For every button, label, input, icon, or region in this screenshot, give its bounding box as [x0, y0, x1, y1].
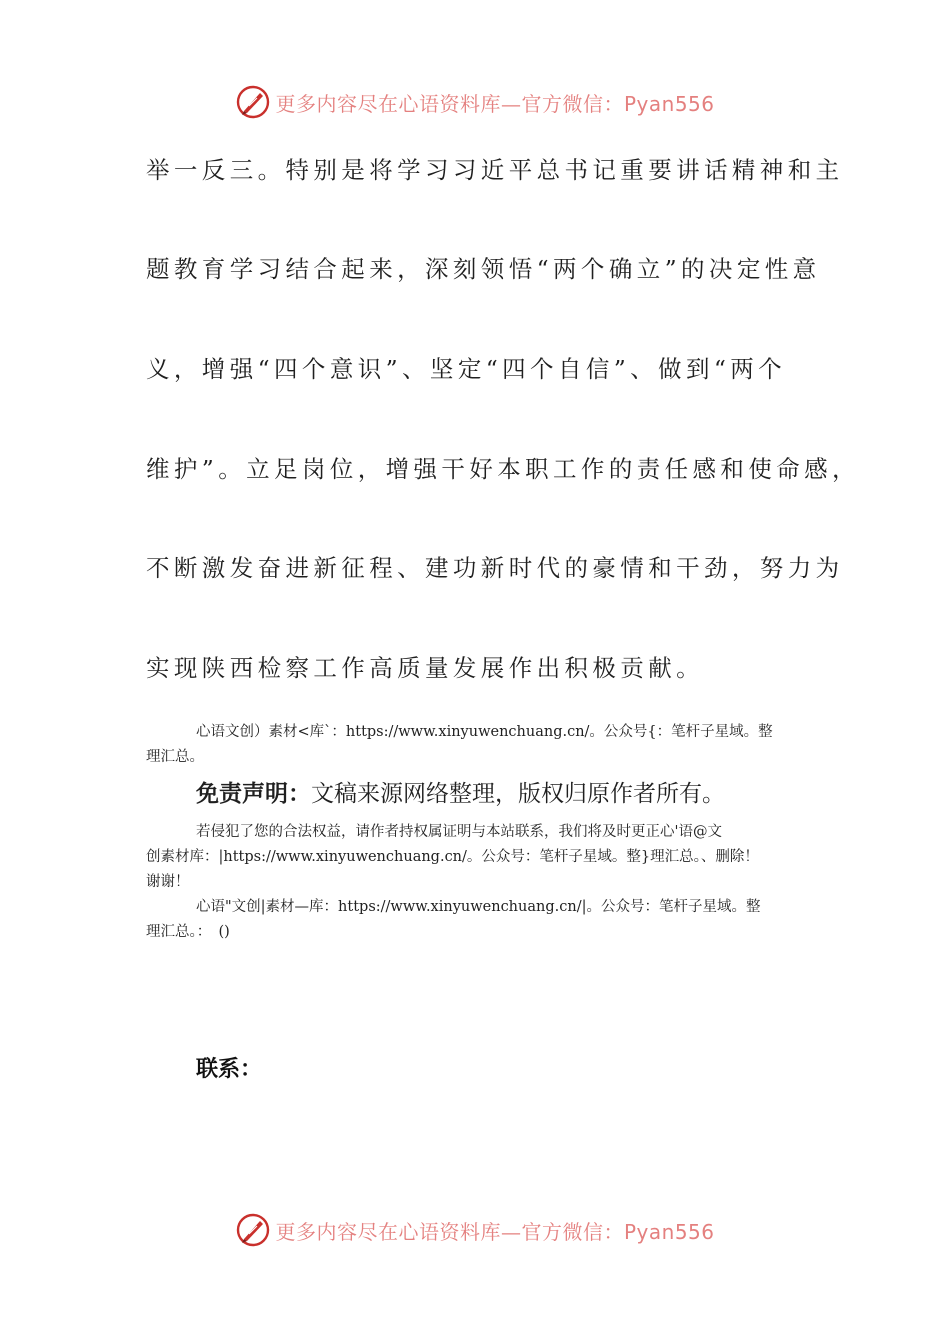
- source-note-2-line-2: 理汇总。： (): [146, 924, 230, 940]
- copyright-note-line-2: 创素材库：|https://www.xinyuwenchuang.cn/。公众号：笔杆子星域。整}理汇总。、删除！: [146, 849, 759, 865]
- source-note-1-line-2: 理汇总。: [146, 749, 204, 765]
- header-banner-text: 更多内容尽在心语资料库—官方微信：Pyan556: [275, 91, 715, 116]
- footer-banner-text: 更多内容尽在心语资料库—官方微信：Pyan556: [275, 1219, 715, 1244]
- contact-label: 联系：: [196, 1057, 263, 1082]
- copyright-note: [146, 820, 826, 895]
- quill-pen-circle-icon: [235, 84, 271, 120]
- wechat-id: Pyan556: [623, 91, 715, 116]
- body-line-2: 题教育学习结合起来，深刻领悟“两个确立”的决定性意: [146, 255, 821, 283]
- footer-banner: [0, 1208, 950, 1252]
- source-note-1-line-1: 心语文创）素材<库`：https://www.xinyuwenchuang.cn/。公众号{：笔杆子星域。整: [196, 724, 773, 740]
- source-note-1: [146, 720, 826, 770]
- body-line-5: 不断激发奋进新征程、建功新时代的豪情和干劲，努力为: [146, 554, 844, 582]
- body-line-6: 实现陕西检察工作高质量发展作出积极贡献。: [146, 654, 704, 682]
- body-line-4: 维护”。立足岗位，增强干好本职工作的责任感和使命感，: [146, 455, 860, 483]
- copyright-note-line-1: 若侵犯了您的合法权益，请作者持权属证明与本站联系，我们将及时更正心'语@文: [196, 824, 722, 840]
- body-line-3: 义，增强“四个意识”、坚定“四个自信”、做到“两个: [146, 355, 787, 383]
- disclaimer: [196, 776, 836, 812]
- quill-pen-circle-icon: [235, 1212, 271, 1248]
- source-note-2: [146, 895, 826, 945]
- disclaimer-text: 文稿来源网络整理，版权归原作者所有。: [311, 781, 725, 807]
- body-line-1: 举一反三。特别是将学习习近平总书记重要讲话精神和主: [146, 156, 844, 184]
- source-note-2-line-1: 心语"文创|素材—库：https://www.xinyuwenchuang.cn/|。公众号：笔杆子星域。整: [196, 899, 761, 915]
- copyright-note-line-3: 谢谢！: [146, 874, 190, 890]
- header-banner: [0, 80, 950, 124]
- disclaimer-label: 免责声明：: [196, 781, 311, 807]
- wechat-id: Pyan556: [623, 1219, 715, 1244]
